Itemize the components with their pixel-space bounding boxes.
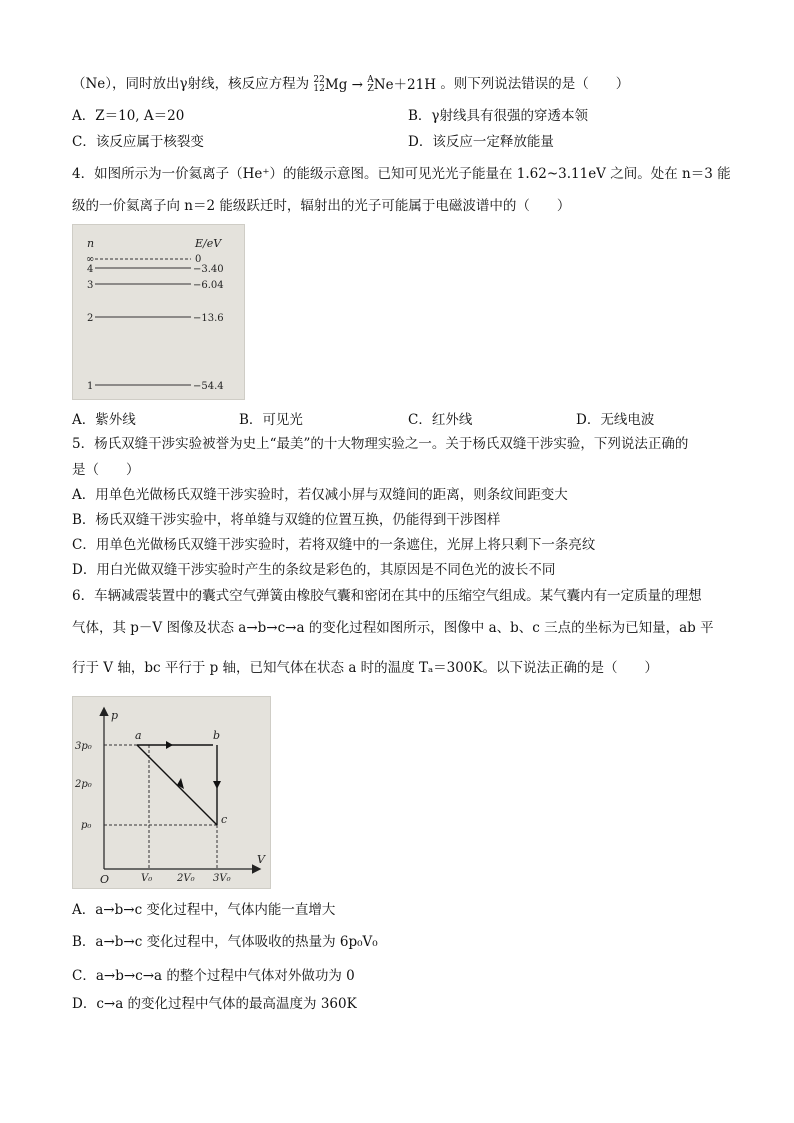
level-e-1: −54.4: [193, 381, 224, 392]
q3-option-d[interactable]: D．该反应一定释放能量: [408, 134, 554, 150]
mg-charge-number: 12: [313, 84, 325, 94]
q6-option-d[interactable]: D．c→a 的变化过程中气体的最高温度为 360K: [72, 996, 357, 1012]
level-n-4: 4: [87, 264, 94, 275]
ne-mass-number: A: [367, 75, 374, 85]
q6-stem-line2: 气体，其 p－V 图像及状态 a→b→c→a 的变化过程如图所示，图像中 a、b、c 三点的坐标为已知量，ab 平: [72, 620, 714, 636]
v-axis-label: V: [257, 853, 265, 866]
level-n-inf: ∞: [86, 254, 95, 265]
mg-symbol: Mg: [324, 76, 348, 93]
arrow-b-c: [213, 781, 221, 789]
q5-stem-line2: 是（ ）: [72, 462, 140, 478]
level-e-4: −3.40: [193, 264, 224, 275]
point-b-label: b: [213, 729, 221, 742]
q4-option-b[interactable]: B．可见光: [239, 412, 303, 428]
ne-charge-number: Z: [367, 84, 374, 94]
level-e-inf: 0: [195, 254, 202, 265]
v-tick-3v0: 3V₀: [213, 873, 231, 884]
level-n-2: 2: [87, 313, 94, 324]
level-n-1: 1: [87, 381, 94, 392]
q5-option-c[interactable]: C．用单色光做杨氏双缝干涉实验时，若将双缝中的一条遮住，光屏上将只剩下一条亮纹: [72, 537, 596, 553]
p-tick-3p0: 3p₀: [75, 741, 92, 752]
point-a-label: a: [135, 729, 142, 742]
mg-mass-number: 22: [313, 75, 325, 85]
energy-level-diagram: [72, 224, 245, 400]
q6-stem-line1: 6．车辆减震装置中的囊式空气弹簧由橡胶气囊和密闭在其中的压缩空气组成。某气囊内有一定质量的理想: [72, 588, 702, 604]
q5-option-a[interactable]: A．用单色光做杨氏双缝干涉实验时，若仅减小屏与双缝间的距离，则条纹间距变大: [72, 487, 568, 503]
q4-option-d[interactable]: D．无线电波: [576, 412, 655, 428]
q6-stem-line3: 行于 V 轴，bc 平行于 p 轴，已知气体在状态 a 时的温度 Tₐ＝300K。以下说法正确的是（ ）: [72, 660, 659, 676]
q3-option-a[interactable]: A．Z＝10, A＝20: [72, 108, 185, 124]
q6-option-c[interactable]: C．a→b→c→a 的整个过程中气体对外做功为 0: [72, 968, 355, 984]
p-axis-label: p: [111, 709, 119, 722]
p-tick-p0: p₀: [81, 820, 92, 831]
p-tick-2p0: 2p₀: [75, 779, 92, 790]
reaction-equation: [313, 75, 436, 95]
arrow-c-a: [177, 778, 184, 789]
level-n-3: 3: [87, 280, 94, 291]
reaction-arrow: →: [351, 76, 363, 93]
q3-option-c[interactable]: C．该反应属于核裂变: [72, 134, 204, 150]
q4-stem-line1: 4．如图所示为一价氦离子（He⁺）的能级示意图。已知可见光光子能量在 1.62~3.11eV 之间。处在 n＝3 能: [72, 166, 731, 182]
q6-option-a[interactable]: A．a→b→c 变化过程中，气体内能一直增大: [72, 902, 336, 918]
point-c-label: c: [221, 813, 228, 826]
level-e-3: −6.04: [193, 280, 224, 291]
v-tick-v0: V₀: [141, 873, 153, 884]
q4-option-a[interactable]: A．紫外线: [72, 412, 136, 428]
q3-stem: [72, 74, 629, 95]
q3-stem-prefix: （Ne），同时放出γ射线，核反应方程为: [72, 76, 310, 92]
arrow-a-b: [166, 741, 173, 749]
q5-option-d[interactable]: D．用白光做双缝干涉实验时产生的条纹是彩色的，其原因是不同色光的波长不同: [72, 562, 556, 578]
reaction-products: Ne＋21H: [373, 76, 437, 93]
v-tick-2v0: 2V₀: [177, 873, 195, 884]
energy-header: E/eV: [195, 237, 222, 250]
q3-option-b[interactable]: B．γ射线具有很强的穿透本领: [408, 108, 588, 124]
q3-stem-suffix: 。则下列说法错误的是（ ）: [440, 76, 630, 92]
n-header: n: [87, 237, 95, 250]
q5-stem-line1: 5．杨氏双缝干涉实验被誉为史上“最美”的十大物理实验之一。关于杨氏双缝干涉实验，下列说法正确的: [72, 436, 689, 452]
origin-label: O: [100, 873, 110, 886]
q6-option-b[interactable]: B．a→b→c 变化过程中，气体吸收的热量为 6p₀V₀: [72, 934, 378, 950]
q4-stem-line2: 级的一价氦离子向 n＝2 能级跃迁时，辐射出的光子可能属于电磁波谱中的（ ）: [72, 198, 571, 214]
level-e-2: −13.6: [193, 313, 224, 324]
pv-diagram: [72, 696, 271, 889]
q4-option-c[interactable]: C．红外线: [408, 412, 473, 428]
q5-option-b[interactable]: B．杨氏双缝干涉实验中，将单缝与双缝的位置互换，仍能得到干涉图样: [72, 512, 501, 528]
